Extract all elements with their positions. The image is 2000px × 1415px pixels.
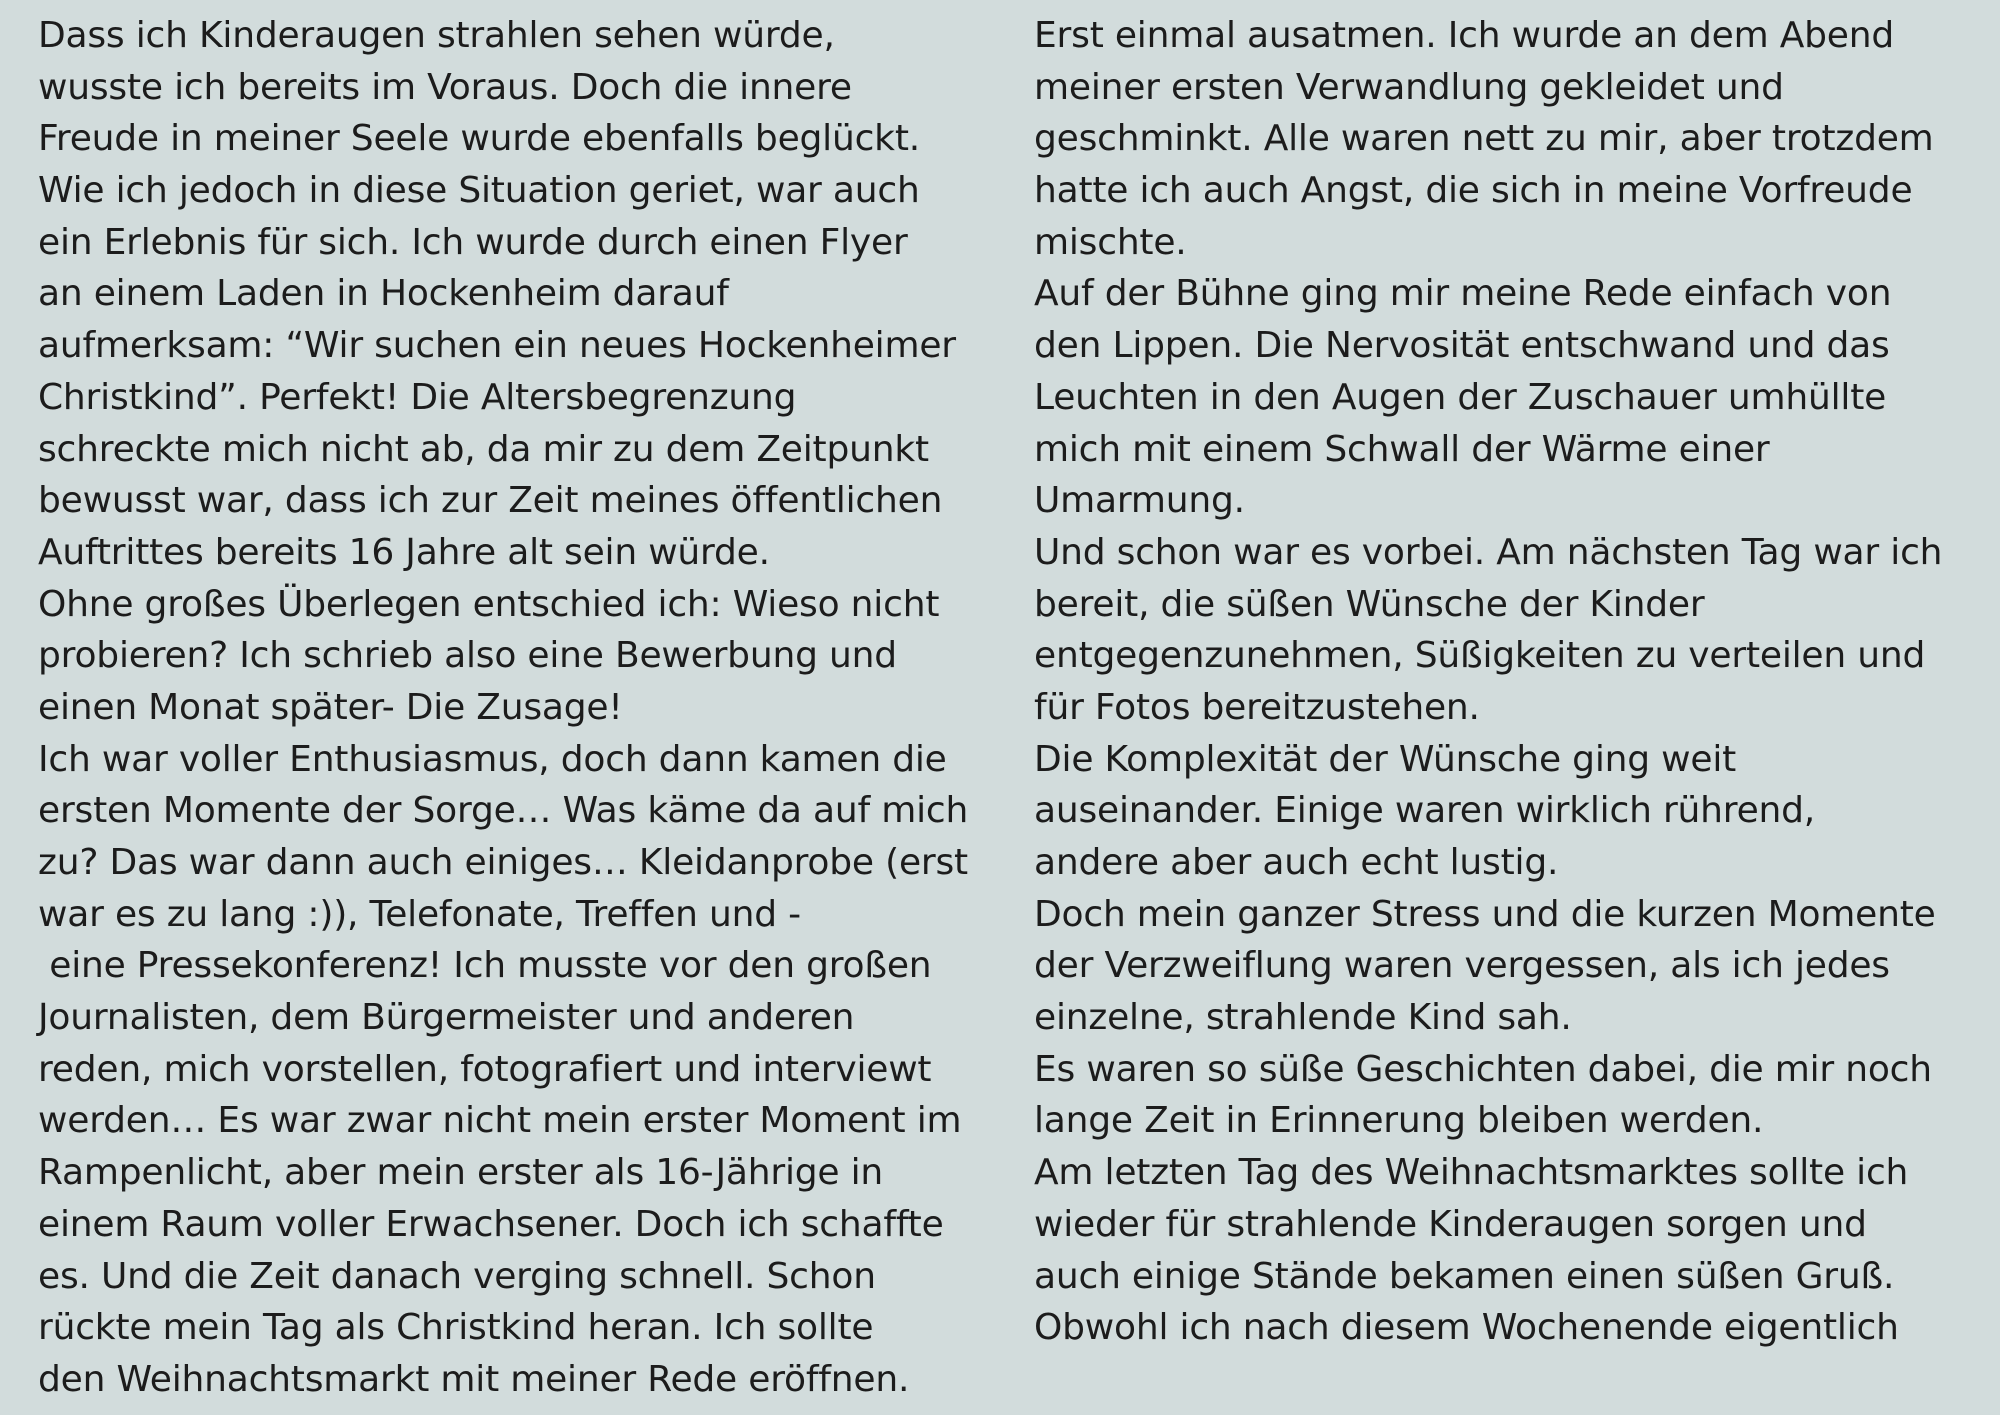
text-line: eine Pressekonferenz! Ich musste vor den großen [38, 945, 932, 987]
text-line: auseinander. Einige waren wirklich rührend, [1034, 790, 1816, 832]
text-line: Obwohl ich nach diesem Wochenende eigentlich [1034, 1307, 1899, 1349]
text-line: bewusst war, dass ich zur Zeit meines öffentlichen [38, 480, 943, 522]
text-line: mischte. [1034, 221, 1187, 263]
text-line: es. Und die Zeit danach verging schnell. Schon [38, 1255, 876, 1297]
text-line: Wie ich jedoch in diese Situation geriet, war auch [38, 170, 920, 212]
text-line: Es waren so süße Geschichten dabei, die mir noch [1034, 1048, 1932, 1090]
text-line: Freude in meiner Seele wurde ebenfalls beglückt. [38, 118, 920, 160]
text-line: ein Erlebnis für sich. Ich wurde durch einen Flyer [38, 221, 908, 263]
text-line: entgegenzunehmen, Süßigkeiten zu verteilen und [1034, 635, 1926, 677]
left-text-column [38, 10, 998, 1406]
text-line: Erst einmal ausatmen. Ich wurde an dem Abend [1034, 15, 1894, 56]
text-line: Ich war voller Enthusiasmus, doch dann kamen die [38, 738, 947, 780]
text-line: aufmerksam: “Wir suchen ein neues Hockenheimer [38, 325, 956, 367]
text-line: mich mit einem Schwall der Wärme einer [1034, 428, 1770, 470]
text-line: hatte ich auch Angst, die sich in meine Vorfreude [1034, 170, 1913, 212]
text-line: einen Monat später- Die Zusage! [38, 686, 623, 728]
text-line: Rampenlicht, aber mein erster als 16-Jährige in [38, 1152, 884, 1194]
text-line: ersten Momente der Sorge… Was käme da auf mich [38, 790, 969, 832]
text-line: rückte mein Tag als Christkind heran. Ich sollte [38, 1307, 874, 1349]
text-line: Leuchten in den Augen der Zuschauer umhüllte [1034, 376, 1887, 418]
text-line: schreckte mich nicht ab, da mir zu dem Zeitpunkt [38, 428, 929, 470]
text-line: geschminkt. Alle waren nett zu mir, aber trotzdem [1034, 118, 1934, 160]
text-line: reden, mich vorstellen, fotografiert und interviewt [38, 1048, 932, 1090]
text-line: war es zu lang :)), Telefonate, Treffen und - [38, 893, 801, 935]
text-line: Journalisten, dem Bürgermeister und anderen [38, 997, 855, 1039]
text-line: wieder für strahlende Kinderaugen sorgen und [1034, 1203, 1867, 1245]
text-line: der Verzweiflung waren vergessen, als ich jedes [1034, 945, 1890, 987]
text-line: meiner ersten Verwandlung gekleidet und [1034, 66, 1784, 108]
text-line: Am letzten Tag des Weihnachtsmarktes sollte ich [1034, 1152, 1909, 1194]
text-line: lange Zeit in Erinnerung bleiben werden. [1034, 1100, 1764, 1142]
text-line: einem Raum voller Erwachsener. Doch ich schaffte [38, 1203, 944, 1245]
text-line: Und schon war es vorbei. Am nächsten Tag war ich [1034, 531, 1943, 573]
text-line: bereit, die süßen Wünsche der Kinder [1034, 583, 1705, 625]
text-line: den Weihnachtsmarkt mit meiner Rede eröffnen. [38, 1358, 910, 1400]
text-line: andere aber auch echt lustig. [1034, 842, 1559, 883]
text-line: zu? Das war dann auch einiges… Kleidanprobe (erst [38, 842, 968, 883]
text-line: an einem Laden in Hockenheim darauf [38, 273, 729, 315]
text-line: einzelne, strahlende Kind sah. [1034, 997, 1572, 1039]
text-line: Dass ich Kinderaugen strahlen sehen würde, [38, 15, 835, 56]
text-line: Doch mein ganzer Stress und die kurzen Momente [1034, 893, 1936, 935]
text-line: Auf der Bühne ging mir meine Rede einfach von [1034, 273, 1892, 315]
right-text-column [1034, 10, 1984, 1354]
text-line: für Fotos bereitzustehen. [1034, 686, 1480, 728]
text-line: Umarmung. [1034, 480, 1245, 522]
text-line: Die Komplexität der Wünsche ging weit [1034, 738, 1737, 780]
text-line: Christkind”. Perfekt! Die Altersbegrenzung [38, 376, 797, 418]
text-line: auch einige Stände bekamen einen süßen Gruß. [1034, 1255, 1895, 1297]
text-line: Ohne großes Überlegen entschied ich: Wieso nicht [38, 583, 940, 625]
text-line: den Lippen. Die Nervosität entschwand und das [1034, 325, 1890, 367]
text-line: wusste ich bereits im Voraus. Doch die innere [38, 66, 852, 108]
text-line: werden… Es war zwar nicht mein erster Moment im [38, 1100, 962, 1142]
text-line: Auftrittes bereits 16 Jahre alt sein würde. [38, 531, 770, 573]
text-line: probieren? Ich schrieb also eine Bewerbung und [38, 635, 897, 677]
